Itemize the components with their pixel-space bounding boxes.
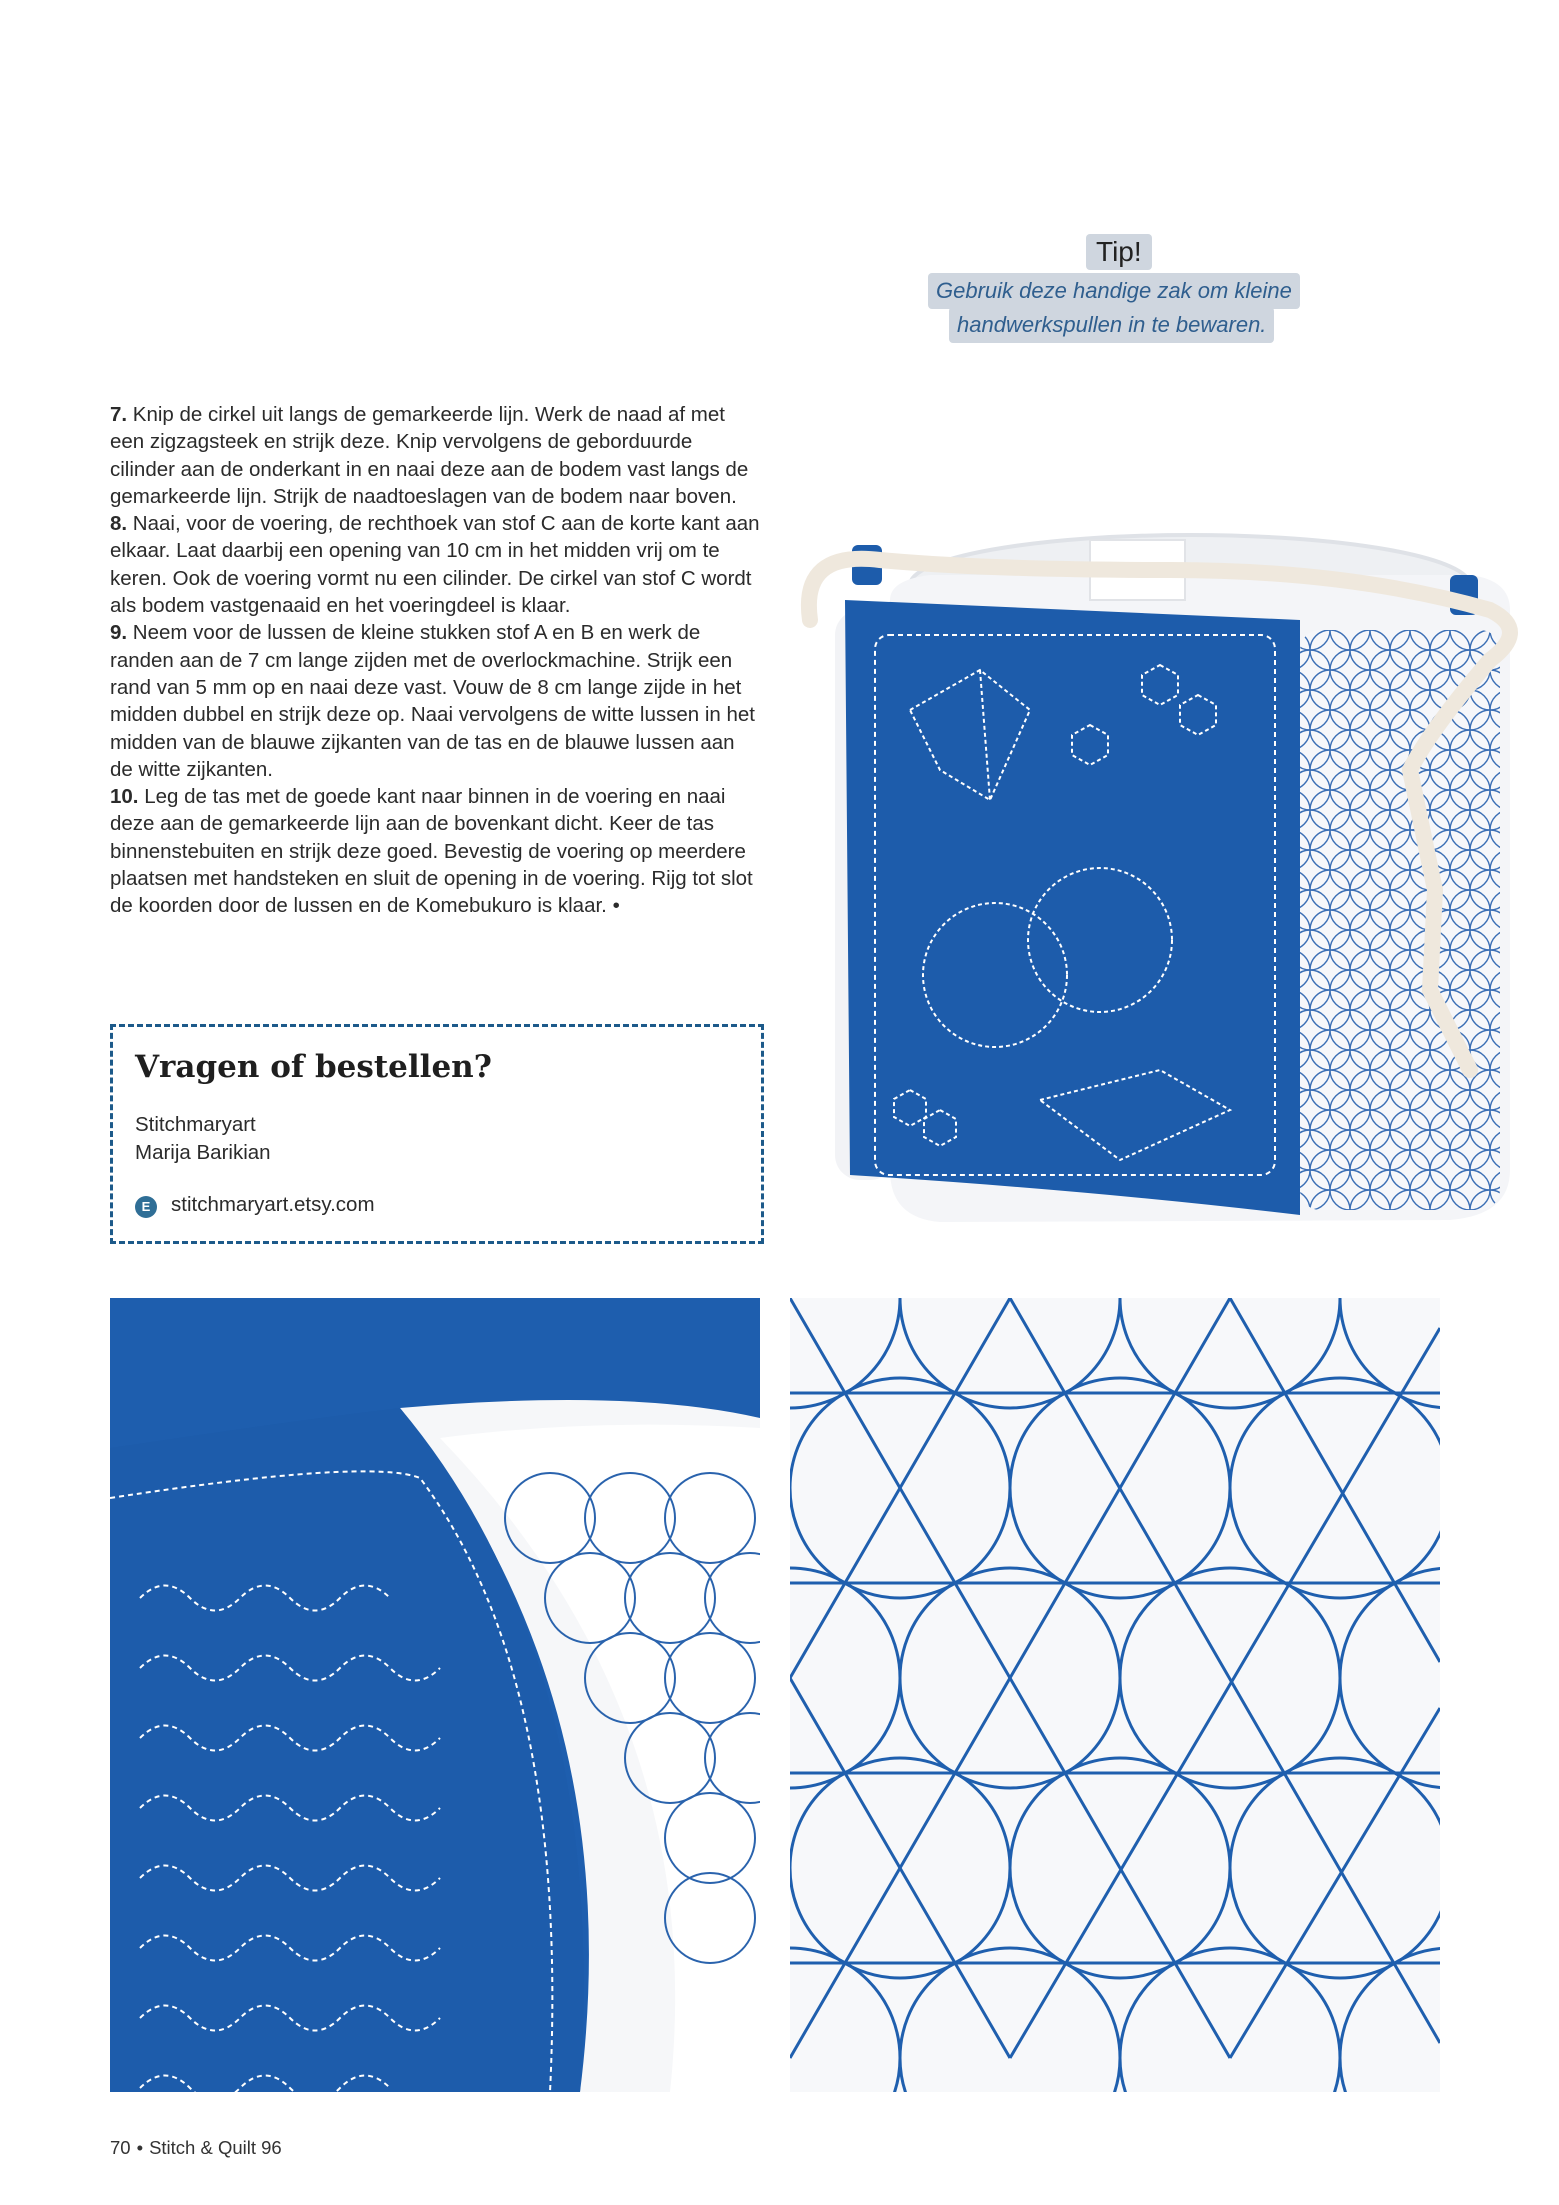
contact-box bbox=[110, 1024, 764, 1244]
step-number: 10. bbox=[110, 785, 139, 809]
instructions-text bbox=[110, 401, 762, 920]
etsy-icon: E bbox=[135, 1196, 157, 1218]
contact-box-title: Vragen of bestellen? bbox=[135, 1049, 492, 1085]
page-footer bbox=[110, 2137, 282, 2159]
page-number: 70 bbox=[110, 2137, 131, 2158]
shop-name: Stitchmaryart bbox=[135, 1113, 256, 1136]
tip-text-line-1: Gebruik deze handige zak om kleine bbox=[928, 273, 1300, 309]
step-text: Knip de cirkel uit langs de gemarkeerde lijn. Werk de naad af met een zigzagsteek en strijk deze. Knip vervolgens de geborduurde cilinder aan de onderkant in en naai deze aan de bodem vast langs de gemarkeerde lijn. Strijk de naadtoeslagen van de bodem naar boven. bbox=[110, 403, 749, 508]
footer-bullet: • bbox=[136, 2137, 144, 2158]
step-7 bbox=[110, 401, 762, 510]
designer-name: Marija Barikian bbox=[135, 1141, 271, 1164]
tip-title: Tip! bbox=[1086, 234, 1152, 270]
wave-stitch-detail bbox=[110, 1298, 760, 2092]
komebukuro-bag-illustration bbox=[790, 470, 1550, 1230]
step-number: 9. bbox=[110, 621, 128, 645]
step-text: Naai, voor de voering, de rechthoek van stof C aan de korte kant aan elkaar. Laat daarbij een opening van 10 cm in het midden vrij om te keren. Ook de voering vormt nu een cilinder. De cirkel van stof C wordt als bodem vastgenaaid en het voeringdeel is klaar. bbox=[110, 512, 760, 618]
flower-of-life-stitch-detail bbox=[790, 1298, 1440, 2092]
step-text: Neem voor de lussen de kleine stukken stof A en B en werk de randen aan de 7 cm lange zijden met de overlockmachine. Strijk een rand van 5 mm op en naai deze vast. Vouw de 8 cm lange zijde in het midden dubbel en strijk deze op. Naai vervolgens de witte lussen in het midden van de blauwe zijkanten van de tas en de blauwe lussen aan de witte zijkanten. bbox=[110, 621, 755, 781]
step-number: 7. bbox=[110, 403, 128, 426]
pattern-detail-photo bbox=[790, 1298, 1440, 2092]
tip-text-line-2: handwerkspullen in te bewaren. bbox=[949, 307, 1274, 343]
step-10 bbox=[110, 783, 762, 919]
etsy-shop-link[interactable]: stitchmaryart.etsy.com bbox=[171, 1193, 375, 1216]
step-9 bbox=[110, 619, 762, 783]
bottom-detail-photo bbox=[110, 1298, 760, 2092]
magazine-title: Stitch & Quilt 96 bbox=[149, 2137, 282, 2158]
step-8 bbox=[110, 510, 762, 619]
step-number: 8. bbox=[110, 512, 128, 536]
bag-photo bbox=[790, 470, 1550, 1230]
step-text: Leg de tas met de goede kant naar binnen in de voering en naai deze aan de gemarkeerde lijn aan de bovenkant dicht. Keer de tas binnenstebuiten en strijk deze goed. Bevestig de voering op meerdere plaatsen met handsteken en sluit de opening in de voering. Rijg tot slot de koorden door de lussen en de Komebukuro is klaar. • bbox=[110, 785, 753, 918]
